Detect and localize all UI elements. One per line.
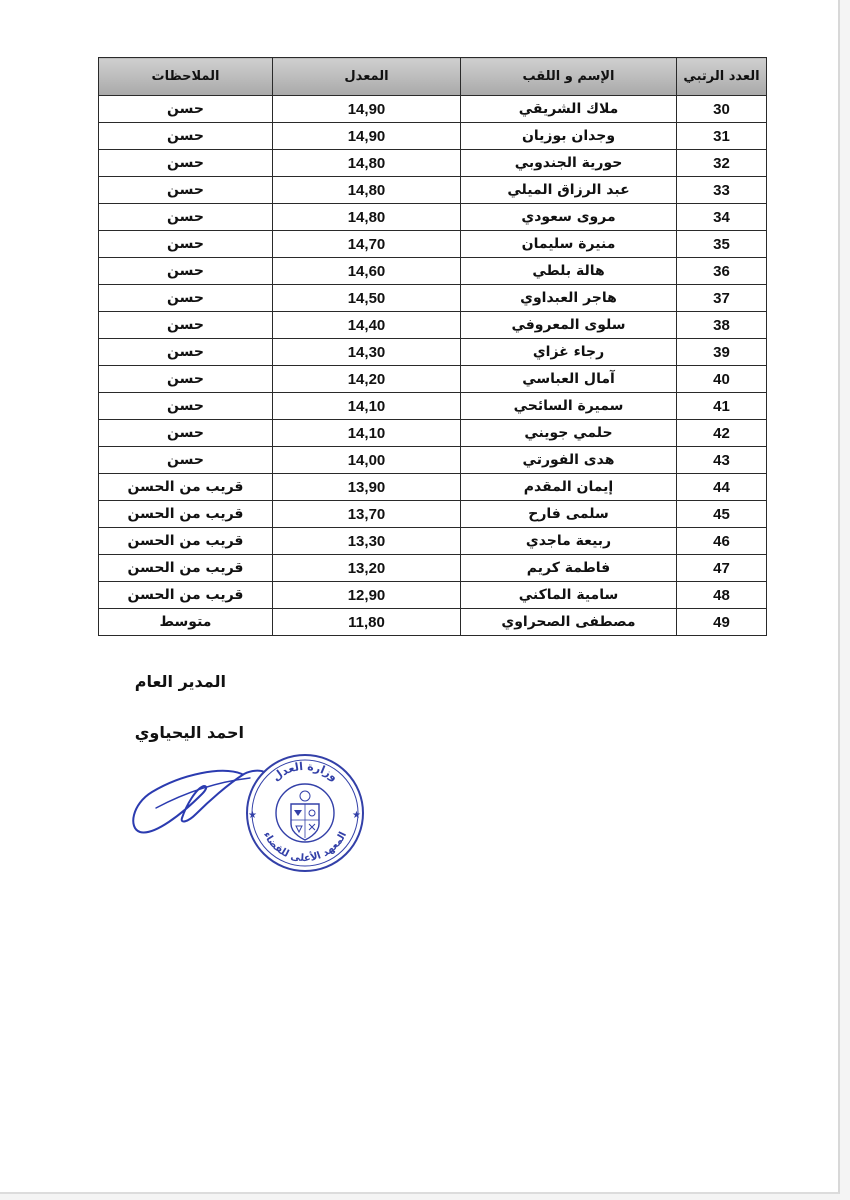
table-row: [99, 285, 767, 312]
average-cell: 13,20: [273, 555, 461, 582]
table-row: [99, 474, 767, 501]
average-cell: 12,90: [273, 582, 461, 609]
note-cell: حسن: [99, 123, 273, 150]
name-cell: سلوى المعروفي: [461, 312, 677, 339]
note-cell: حسن: [99, 150, 273, 177]
rank-cell: 49: [677, 609, 767, 636]
rank-cell: 40: [677, 366, 767, 393]
rank-cell: 44: [677, 474, 767, 501]
name-cell: مصطفى الصحراوي: [461, 609, 677, 636]
average-cell: 14,70: [273, 231, 461, 258]
table-row: [99, 204, 767, 231]
note-cell: حسن: [99, 312, 273, 339]
note-cell: قريب من الحسن: [99, 501, 273, 528]
name-cell: هدى الفورتي: [461, 447, 677, 474]
average-cell: 14,10: [273, 393, 461, 420]
rank-cell: 33: [677, 177, 767, 204]
table-row: [99, 177, 767, 204]
table-row: [99, 393, 767, 420]
average-cell: 14,10: [273, 420, 461, 447]
name-cell: مروى سعودي: [461, 204, 677, 231]
average-cell: 13,70: [273, 501, 461, 528]
table-row: [99, 339, 767, 366]
table-row: [99, 420, 767, 447]
name-cell: فاطمة كريم: [461, 555, 677, 582]
svg-text:المعهد الأعلى للقضاء: المعهد الأعلى للقضاء: [260, 830, 350, 865]
name-cell: ربيعة ماجدي: [461, 528, 677, 555]
svg-text:وزارة العدل: وزارة العدل: [269, 759, 341, 784]
rank-cell: 47: [677, 555, 767, 582]
table-row: [99, 258, 767, 285]
average-cell: 11,80: [273, 609, 461, 636]
official-seal-icon: [242, 752, 368, 874]
note-cell: حسن: [99, 447, 273, 474]
table-header-row: [99, 58, 767, 96]
table-row: [99, 366, 767, 393]
name-cell: هاجر العبداوي: [461, 285, 677, 312]
rank-cell: 32: [677, 150, 767, 177]
rank-cell: 48: [677, 582, 767, 609]
note-cell: حسن: [99, 231, 273, 258]
note-cell: حسن: [99, 339, 273, 366]
header-average: المعدل: [273, 58, 461, 96]
note-cell: حسن: [99, 204, 273, 231]
table-row: [99, 231, 767, 258]
average-cell: 14,80: [273, 204, 461, 231]
average-cell: 14,80: [273, 177, 461, 204]
table-row: [99, 96, 767, 123]
rank-cell: 42: [677, 420, 767, 447]
average-cell: 13,90: [273, 474, 461, 501]
table-row: [99, 582, 767, 609]
average-cell: 14,40: [273, 312, 461, 339]
rank-cell: 30: [677, 96, 767, 123]
grades-table: [98, 57, 767, 636]
note-cell: حسن: [99, 285, 273, 312]
table-row: [99, 609, 767, 636]
director-name: احمد اليحياوي: [134, 723, 244, 742]
average-cell: 14,90: [273, 123, 461, 150]
table-row: [99, 447, 767, 474]
note-cell: قريب من الحسن: [99, 528, 273, 555]
note-cell: حسن: [99, 393, 273, 420]
rank-cell: 31: [677, 123, 767, 150]
svg-text:★: ★: [248, 810, 257, 821]
table-row: [99, 312, 767, 339]
table-row: [99, 528, 767, 555]
rank-cell: 39: [677, 339, 767, 366]
svg-text:★: ★: [352, 810, 361, 821]
note-cell: حسن: [99, 420, 273, 447]
name-cell: منيرة سليمان: [461, 231, 677, 258]
name-cell: حورية الجندوبي: [461, 150, 677, 177]
name-cell: هالة بلطي: [461, 258, 677, 285]
note-cell: حسن: [99, 96, 273, 123]
note-cell: قريب من الحسن: [99, 582, 273, 609]
average-cell: 14,60: [273, 258, 461, 285]
name-cell: سميرة السائحي: [461, 393, 677, 420]
name-cell: وجدان بوزيان: [461, 123, 677, 150]
name-cell: رجاء غزاي: [461, 339, 677, 366]
note-cell: حسن: [99, 366, 273, 393]
name-cell: عبد الرزاق الميلي: [461, 177, 677, 204]
header-notes: الملاحظات: [99, 58, 273, 96]
name-cell: آمال العباسي: [461, 366, 677, 393]
average-cell: 14,90: [273, 96, 461, 123]
rank-cell: 38: [677, 312, 767, 339]
table-row: [99, 501, 767, 528]
rank-cell: 37: [677, 285, 767, 312]
average-cell: 14,80: [273, 150, 461, 177]
rank-cell: 43: [677, 447, 767, 474]
note-cell: قريب من الحسن: [99, 555, 273, 582]
note-cell: قريب من الحسن: [99, 474, 273, 501]
header-rank: العدد الرتبي: [677, 58, 767, 96]
note-cell: متوسط: [99, 609, 273, 636]
table-row: [99, 150, 767, 177]
rank-cell: 45: [677, 501, 767, 528]
table-row: [99, 555, 767, 582]
name-cell: سامية الماكني: [461, 582, 677, 609]
average-cell: 14,30: [273, 339, 461, 366]
average-cell: 14,00: [273, 447, 461, 474]
director-title: المدير العام: [134, 672, 226, 691]
name-cell: حلمي جويني: [461, 420, 677, 447]
name-cell: إيمان المقدم: [461, 474, 677, 501]
table-row: [99, 123, 767, 150]
rank-cell: 46: [677, 528, 767, 555]
rank-cell: 35: [677, 231, 767, 258]
name-cell: ملاك الشريقي: [461, 96, 677, 123]
average-cell: 13,30: [273, 528, 461, 555]
rank-cell: 36: [677, 258, 767, 285]
note-cell: حسن: [99, 258, 273, 285]
rank-cell: 41: [677, 393, 767, 420]
note-cell: حسن: [99, 177, 273, 204]
average-cell: 14,50: [273, 285, 461, 312]
name-cell: سلمى فارح: [461, 501, 677, 528]
rank-cell: 34: [677, 204, 767, 231]
header-name: الإسم و اللقب: [461, 58, 677, 96]
average-cell: 14,20: [273, 366, 461, 393]
